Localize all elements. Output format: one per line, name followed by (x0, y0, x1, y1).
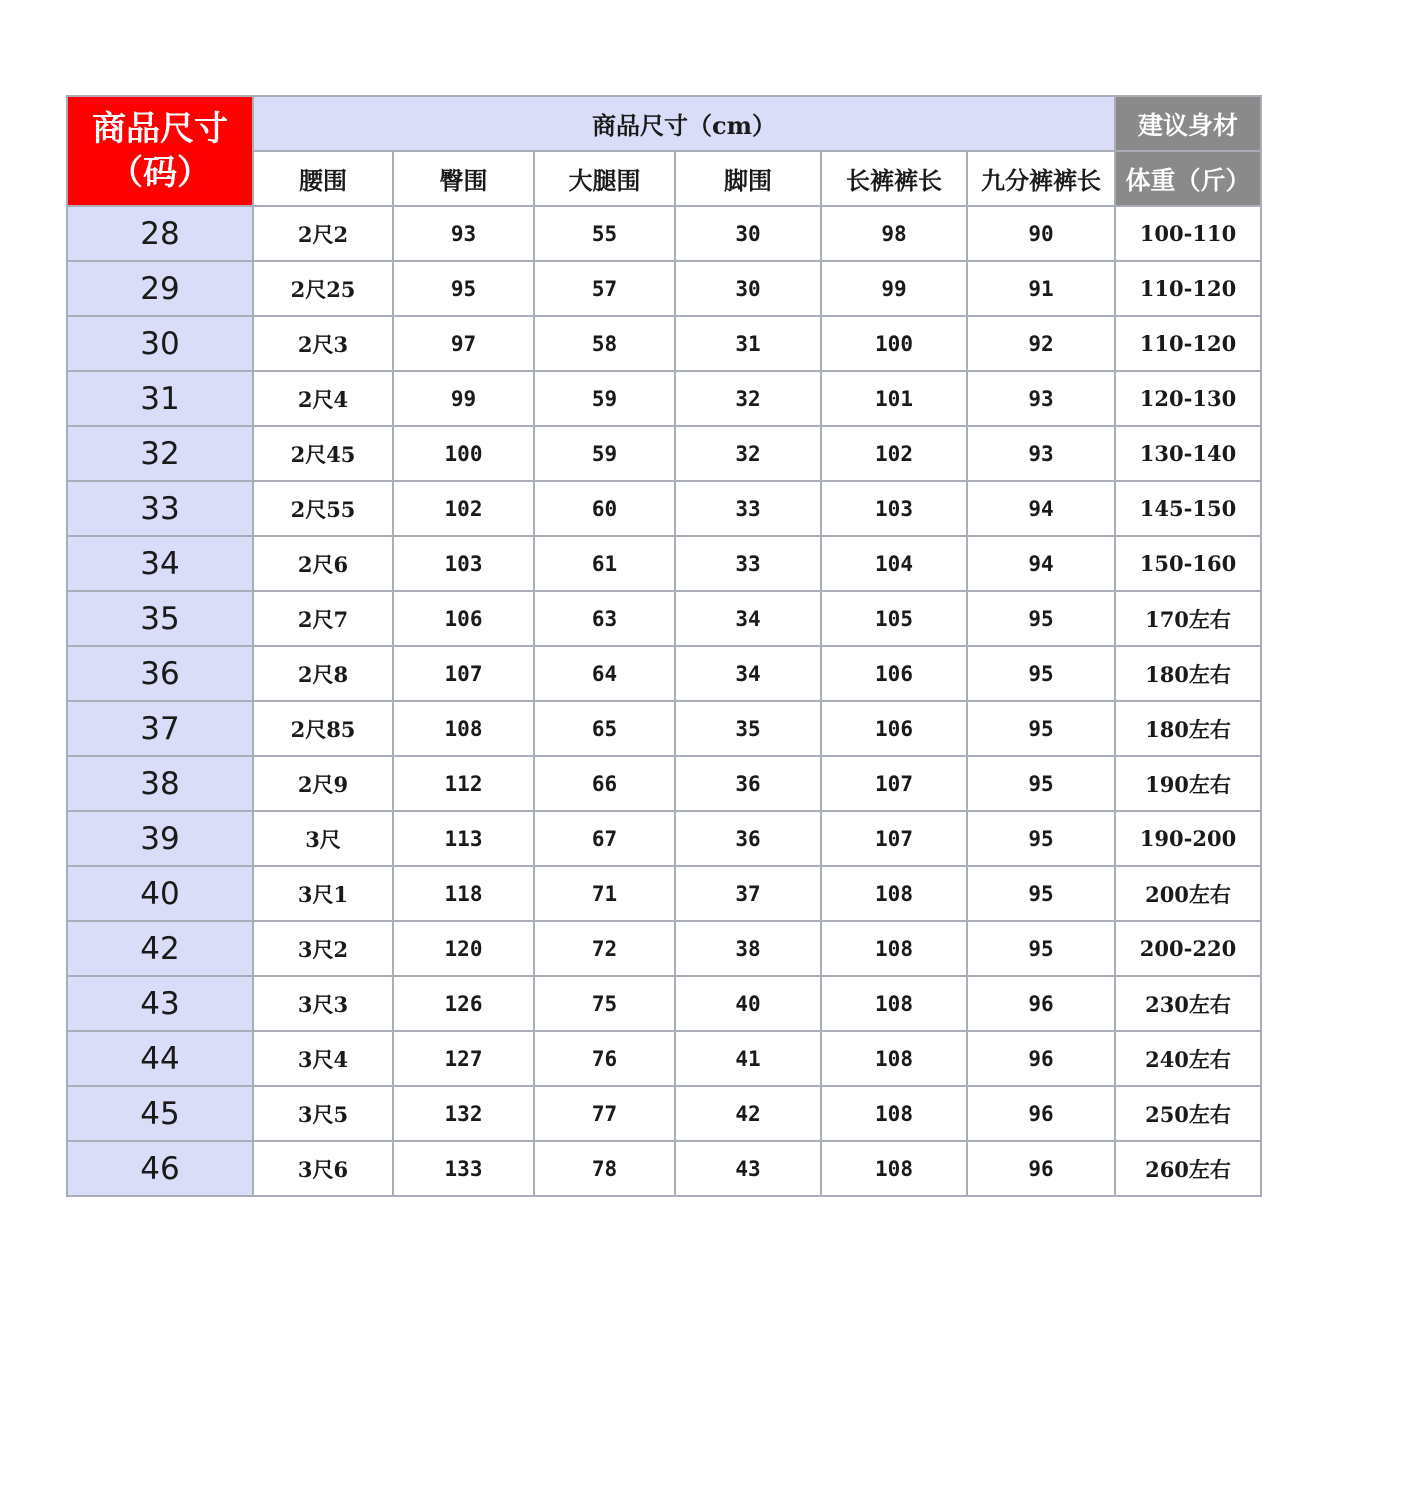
hip-cell: 99 (393, 371, 534, 426)
foot-cell: 36 (675, 756, 821, 811)
nine-pants-cell: 92 (967, 316, 1115, 371)
weight-cell: 180左右 (1115, 646, 1261, 701)
long-pants-cell: 98 (821, 206, 967, 261)
weight-cell: 190左右 (1115, 756, 1261, 811)
size-rows (67, 206, 1261, 1196)
nine-pants-cell: 94 (967, 481, 1115, 536)
weight-cell: 250左右 (1115, 1086, 1261, 1141)
waist-cell: 2尺8 (253, 646, 393, 701)
weight-cell: 180左右 (1115, 701, 1261, 756)
weight-cell: 110-120 (1115, 316, 1261, 371)
foot-cell: 36 (675, 811, 821, 866)
weight-cell: 190-200 (1115, 811, 1261, 866)
thigh-cell: 67 (534, 811, 675, 866)
long-pants-cell: 108 (821, 976, 967, 1031)
hip-cell: 112 (393, 756, 534, 811)
size-cell: 43 (67, 976, 253, 1031)
foot-cell: 30 (675, 206, 821, 261)
col-nine-pants-header: 九分裤裤长 (967, 151, 1115, 206)
waist-cell: 2尺3 (253, 316, 393, 371)
weight-cell: 200左右 (1115, 866, 1261, 921)
thigh-cell: 65 (534, 701, 675, 756)
nine-pants-cell: 95 (967, 811, 1115, 866)
hip-cell: 103 (393, 536, 534, 591)
foot-cell: 43 (675, 1141, 821, 1196)
waist-cell: 2尺45 (253, 426, 393, 481)
size-cell: 30 (67, 316, 253, 371)
hip-cell: 95 (393, 261, 534, 316)
nine-pants-cell: 95 (967, 756, 1115, 811)
size-cell: 36 (67, 646, 253, 701)
size-cell: 40 (67, 866, 253, 921)
nine-pants-cell: 96 (967, 1031, 1115, 1086)
foot-cell: 35 (675, 701, 821, 756)
waist-cell: 2尺6 (253, 536, 393, 591)
weight-cell: 150-160 (1115, 536, 1261, 591)
size-code-header (67, 96, 253, 206)
thigh-cell: 77 (534, 1086, 675, 1141)
size-code-title: 商品尺寸 (92, 109, 228, 149)
nine-pants-cell: 95 (967, 646, 1115, 701)
foot-cell: 34 (675, 591, 821, 646)
waist-cell: 2尺4 (253, 371, 393, 426)
table-row (67, 426, 1261, 481)
long-pants-cell: 108 (821, 1086, 967, 1141)
foot-cell: 41 (675, 1031, 821, 1086)
weight-cell: 170左右 (1115, 591, 1261, 646)
long-pants-cell: 108 (821, 1031, 967, 1086)
long-pants-cell: 105 (821, 591, 967, 646)
table-row (67, 921, 1261, 976)
col-weight-header: 体重（斤） (1115, 151, 1261, 206)
waist-cell: 2尺85 (253, 701, 393, 756)
table-row (67, 316, 1261, 371)
table-row (67, 1086, 1261, 1141)
hip-cell: 97 (393, 316, 534, 371)
hip-cell: 113 (393, 811, 534, 866)
size-code-unit: （码） (109, 153, 211, 193)
weight-cell: 230左右 (1115, 976, 1261, 1031)
hip-cell: 93 (393, 206, 534, 261)
waist-cell: 3尺1 (253, 866, 393, 921)
waist-cell: 3尺5 (253, 1086, 393, 1141)
col-waist-header: 腰围 (253, 151, 393, 206)
long-pants-cell: 108 (821, 866, 967, 921)
foot-cell: 30 (675, 261, 821, 316)
nine-pants-cell: 95 (967, 921, 1115, 976)
thigh-cell: 71 (534, 866, 675, 921)
foot-cell: 38 (675, 921, 821, 976)
long-pants-cell: 107 (821, 756, 967, 811)
weight-cell: 110-120 (1115, 261, 1261, 316)
foot-cell: 33 (675, 536, 821, 591)
waist-cell: 3尺3 (253, 976, 393, 1031)
size-cell: 35 (67, 591, 253, 646)
thigh-cell: 66 (534, 756, 675, 811)
col-hip-header: 臀围 (393, 151, 534, 206)
weight-cell: 200-220 (1115, 921, 1261, 976)
waist-cell: 3尺6 (253, 1141, 393, 1196)
size-cell: 45 (67, 1086, 253, 1141)
table-row (67, 481, 1261, 536)
waist-cell: 2尺7 (253, 591, 393, 646)
foot-cell: 32 (675, 426, 821, 481)
thigh-cell: 64 (534, 646, 675, 701)
hip-cell: 100 (393, 426, 534, 481)
thigh-cell: 78 (534, 1141, 675, 1196)
thigh-cell: 76 (534, 1031, 675, 1086)
long-pants-cell: 103 (821, 481, 967, 536)
recommend-header: 建议身材 (1115, 96, 1261, 151)
weight-cell: 120-130 (1115, 371, 1261, 426)
table-row (67, 206, 1261, 261)
nine-pants-cell: 91 (967, 261, 1115, 316)
nine-pants-cell: 90 (967, 206, 1115, 261)
weight-cell: 260左右 (1115, 1141, 1261, 1196)
nine-pants-cell: 95 (967, 701, 1115, 756)
table-row (67, 976, 1261, 1031)
col-thigh-header: 大腿围 (534, 151, 675, 206)
thigh-cell: 58 (534, 316, 675, 371)
foot-cell: 42 (675, 1086, 821, 1141)
thigh-cell: 60 (534, 481, 675, 536)
table-row (67, 811, 1261, 866)
foot-cell: 31 (675, 316, 821, 371)
foot-cell: 40 (675, 976, 821, 1031)
table-row (67, 646, 1261, 701)
hip-cell: 118 (393, 866, 534, 921)
long-pants-cell: 104 (821, 536, 967, 591)
long-pants-cell: 102 (821, 426, 967, 481)
col-long-pants-header: 长裤裤长 (821, 151, 967, 206)
table-row (67, 1031, 1261, 1086)
col-foot-header: 脚围 (675, 151, 821, 206)
hip-cell: 102 (393, 481, 534, 536)
waist-cell: 2尺9 (253, 756, 393, 811)
size-cell: 33 (67, 481, 253, 536)
table-row (67, 1141, 1261, 1196)
table-row (67, 591, 1261, 646)
foot-cell: 34 (675, 646, 821, 701)
weight-cell: 130-140 (1115, 426, 1261, 481)
size-cell: 42 (67, 921, 253, 976)
thigh-cell: 55 (534, 206, 675, 261)
table-row (67, 371, 1261, 426)
measurement-group-header: 商品尺寸（cm） (253, 96, 1115, 151)
weight-cell: 100-110 (1115, 206, 1261, 261)
foot-cell: 37 (675, 866, 821, 921)
size-cell: 44 (67, 1031, 253, 1086)
thigh-cell: 63 (534, 591, 675, 646)
long-pants-cell: 106 (821, 646, 967, 701)
thigh-cell: 59 (534, 426, 675, 481)
table-row (67, 866, 1261, 921)
hip-cell: 132 (393, 1086, 534, 1141)
hip-cell: 127 (393, 1031, 534, 1086)
size-chart-table (66, 95, 1262, 1197)
weight-cell: 145-150 (1115, 481, 1261, 536)
long-pants-cell: 101 (821, 371, 967, 426)
hip-cell: 126 (393, 976, 534, 1031)
foot-cell: 32 (675, 371, 821, 426)
waist-cell: 3尺 (253, 811, 393, 866)
waist-cell: 2尺2 (253, 206, 393, 261)
waist-cell: 2尺55 (253, 481, 393, 536)
nine-pants-cell: 93 (967, 426, 1115, 481)
hip-cell: 133 (393, 1141, 534, 1196)
nine-pants-cell: 95 (967, 866, 1115, 921)
thigh-cell: 57 (534, 261, 675, 316)
foot-cell: 33 (675, 481, 821, 536)
waist-cell: 3尺4 (253, 1031, 393, 1086)
size-cell: 46 (67, 1141, 253, 1196)
long-pants-cell: 108 (821, 921, 967, 976)
nine-pants-cell: 96 (967, 976, 1115, 1031)
weight-cell: 240左右 (1115, 1031, 1261, 1086)
nine-pants-cell: 93 (967, 371, 1115, 426)
table-row (67, 536, 1261, 591)
size-cell: 32 (67, 426, 253, 481)
thigh-cell: 59 (534, 371, 675, 426)
thigh-cell: 72 (534, 921, 675, 976)
hip-cell: 106 (393, 591, 534, 646)
size-cell: 34 (67, 536, 253, 591)
size-cell: 38 (67, 756, 253, 811)
nine-pants-cell: 96 (967, 1141, 1115, 1196)
nine-pants-cell: 94 (967, 536, 1115, 591)
nine-pants-cell: 96 (967, 1086, 1115, 1141)
waist-cell: 3尺2 (253, 921, 393, 976)
size-cell: 29 (67, 261, 253, 316)
long-pants-cell: 108 (821, 1141, 967, 1196)
long-pants-cell: 99 (821, 261, 967, 316)
size-cell: 28 (67, 206, 253, 261)
table-row (67, 756, 1261, 811)
long-pants-cell: 100 (821, 316, 967, 371)
hip-cell: 120 (393, 921, 534, 976)
size-cell: 37 (67, 701, 253, 756)
waist-cell: 2尺25 (253, 261, 393, 316)
long-pants-cell: 106 (821, 701, 967, 756)
hip-cell: 107 (393, 646, 534, 701)
long-pants-cell: 107 (821, 811, 967, 866)
thigh-cell: 61 (534, 536, 675, 591)
size-cell: 39 (67, 811, 253, 866)
table-row (67, 261, 1261, 316)
hip-cell: 108 (393, 701, 534, 756)
size-cell: 31 (67, 371, 253, 426)
nine-pants-cell: 95 (967, 591, 1115, 646)
table-row (67, 701, 1261, 756)
thigh-cell: 75 (534, 976, 675, 1031)
